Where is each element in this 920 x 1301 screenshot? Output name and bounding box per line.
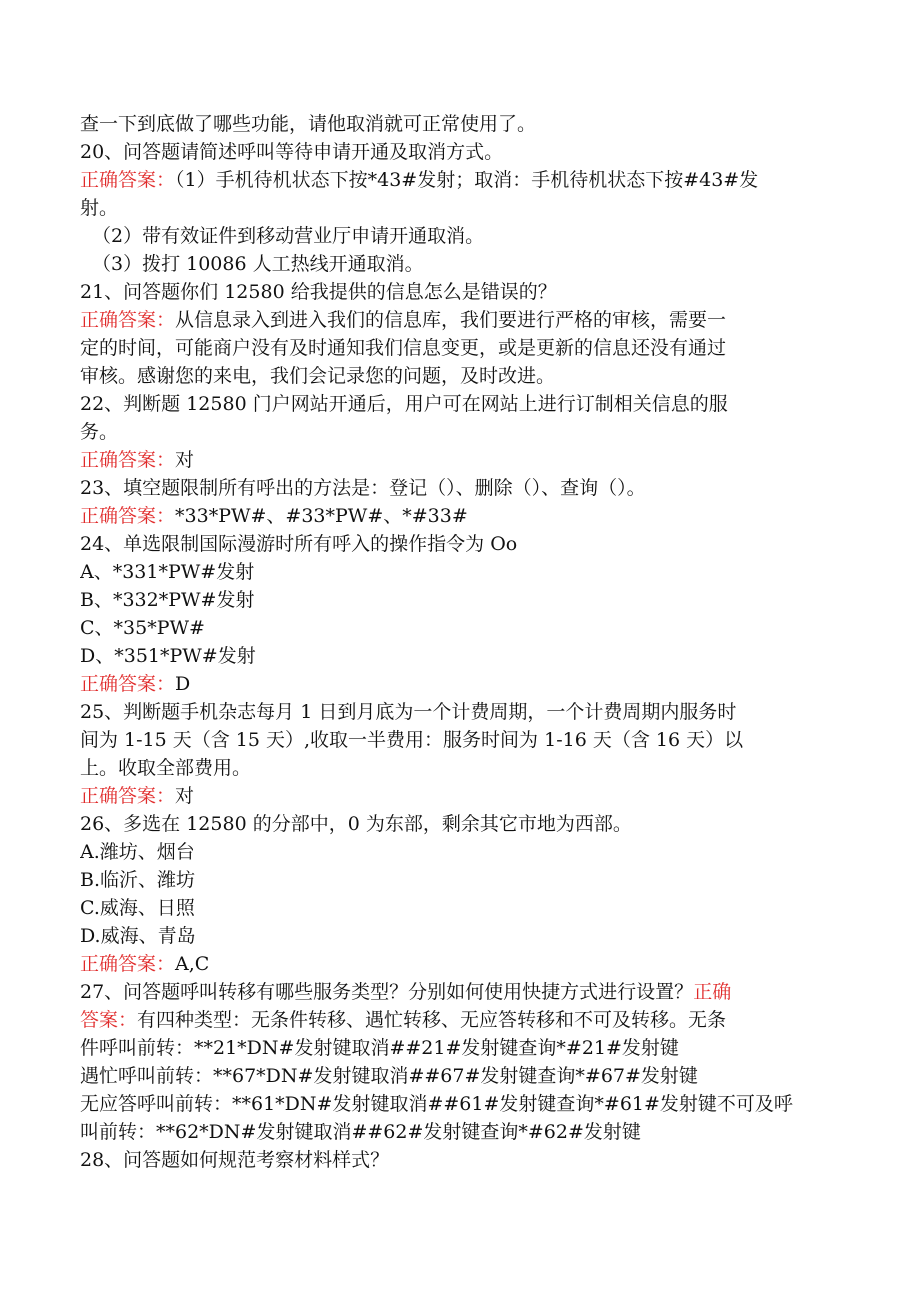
text-run: 间为 1-15 天（含 15 天）,收取一半费用：服务时间为 1-16 天（含 16 天）以: [80, 729, 744, 751]
text-line: [80, 418, 825, 446]
answer-label: 正确答案：: [80, 673, 176, 695]
text-run: 审核。感谢您的来电，我们会记录您的问题，及时改进。: [80, 365, 556, 387]
document-page: [80, 110, 825, 1174]
text-run: C、*35*PW#: [80, 617, 205, 639]
answer-label: 答案：: [80, 1009, 138, 1031]
text-run: 遇忙呼叫前转：**67*DN#发射键取消##67#发射键查询*#67#发射键: [80, 1065, 698, 1087]
text-run: 射。: [80, 197, 119, 219]
text-run: D: [175, 673, 191, 695]
text-line: [80, 362, 825, 390]
text-line: [80, 250, 825, 278]
text-run: C.威海、日照: [80, 897, 195, 919]
text-line: [80, 810, 825, 838]
text-run: D、*351*PW#发射: [80, 645, 256, 667]
text-line: [80, 138, 825, 166]
text-line: [80, 1062, 825, 1090]
text-run: 27、问答题呼叫转移有哪些服务类型？分别如何使用快捷方式进行设置？: [80, 981, 694, 1003]
text-run: *33*PW#、#33*PW#、*#33#: [175, 505, 468, 527]
text-line: [80, 474, 825, 502]
text-line: [80, 1146, 825, 1174]
text-run: 21、问答题你们 12580 给我提供的信息怎么是错误的？: [80, 281, 557, 303]
text-line: [80, 670, 825, 698]
text-run: 务。: [80, 421, 119, 443]
text-line: [80, 278, 825, 306]
text-line: [80, 642, 825, 670]
text-line: [80, 446, 825, 474]
text-run: （3）拨打 10086 人工热线开通取消。: [92, 253, 424, 275]
text-run: 对: [175, 449, 195, 471]
text-line: [80, 222, 825, 250]
text-line: [80, 698, 825, 726]
text-line: [80, 726, 825, 754]
text-run: 25、判断题手机杂志每月 1 日到月底为一个计费周期，一个计费周期内服务时: [80, 701, 737, 723]
text-line: [80, 894, 825, 922]
text-run: 23、填空题限制所有呼出的方法是：登记（）、删除（）、查询（）。: [80, 477, 646, 499]
text-line: [80, 754, 825, 782]
text-run: 查一下到底做了哪些功能，请他取消就可正常使用了。: [80, 113, 537, 135]
text-run: A,C: [175, 953, 210, 975]
text-line: [80, 334, 825, 362]
answer-label: 正确答案：: [80, 309, 176, 331]
text-run: 叫前转：**62*DN#发射键取消##62#发射键查询*#62#发射键: [80, 1121, 641, 1143]
text-line: [80, 978, 825, 1006]
text-run: 24、单选限制国际漫游时所有呼入的操作指令为 Oo: [80, 533, 518, 555]
text-run: B、*332*PW#发射: [80, 589, 255, 611]
text-run: A.潍坊、烟台: [80, 841, 195, 863]
text-run: D.威海、青岛: [80, 925, 196, 947]
text-line: [80, 866, 825, 894]
text-line: [80, 390, 825, 418]
text-run: 从信息录入到进入我们的信息库，我们要进行严格的审核，需要一: [175, 309, 727, 331]
text-run: 对: [175, 785, 195, 807]
text-run: B.临沂、潍坊: [80, 869, 196, 891]
text-line: [80, 502, 825, 530]
text-run: （1）手机待机状态下按*43#发射；取消：手机待机状态下按#43#发: [175, 169, 759, 191]
text-run: 26、多选在 12580 的分部中，0 为东部，剩余其它市地为西部。: [80, 813, 632, 835]
answer-label: 正确答案：: [80, 169, 176, 191]
answer-label: 正确答案：: [80, 785, 176, 807]
text-line: [80, 194, 825, 222]
text-line: [80, 614, 825, 642]
text-line: [80, 950, 825, 978]
text-run: 22、判断题 12580 门户网站开通后，用户可在网站上进行订制相关信息的服: [80, 393, 728, 415]
text-line: [80, 1118, 825, 1146]
text-line: [80, 838, 825, 866]
text-run: 20、问答题请简述呼叫等待申请开通及取消方式。: [80, 141, 504, 163]
text-line: [80, 558, 825, 586]
text-run: A、*331*PW#发射: [80, 561, 255, 583]
answer-label: 正确答案：: [80, 449, 176, 471]
text-line: [80, 1034, 825, 1062]
text-run: 有四种类型：无条件转移、遇忙转移、无应答转移和不可及转移。无条: [137, 1009, 727, 1031]
text-run: 定的时间，可能商户没有及时通知我们信息变更，或是更新的信息还没有通过: [80, 337, 727, 359]
text-line: [80, 922, 825, 950]
text-run: 28、问答题如何规范考察材料样式？: [80, 1149, 390, 1171]
text-run: （2）带有效证件到移动营业厅申请开通取消。: [92, 225, 485, 247]
text-line: [80, 110, 825, 138]
text-line: [80, 782, 825, 810]
answer-label: 正确答案：: [80, 505, 176, 527]
text-run: 无应答呼叫前转：**61*DN#发射键取消##61#发射键查询*#61#发射键不可及呼: [80, 1093, 793, 1115]
text-run: 件呼叫前转：**21*DN#发射键取消##21#发射键查询*#21#发射键: [80, 1037, 679, 1059]
text-run: 上。收取全部费用。: [80, 757, 252, 779]
text-line: [80, 166, 825, 194]
text-line: [80, 1006, 825, 1034]
text-line: [80, 306, 825, 334]
text-line: [80, 530, 825, 558]
text-line: [80, 586, 825, 614]
text-line: [80, 1090, 825, 1118]
answer-label: 正确答案：: [80, 953, 176, 975]
answer-label: 正确: [693, 981, 732, 1003]
